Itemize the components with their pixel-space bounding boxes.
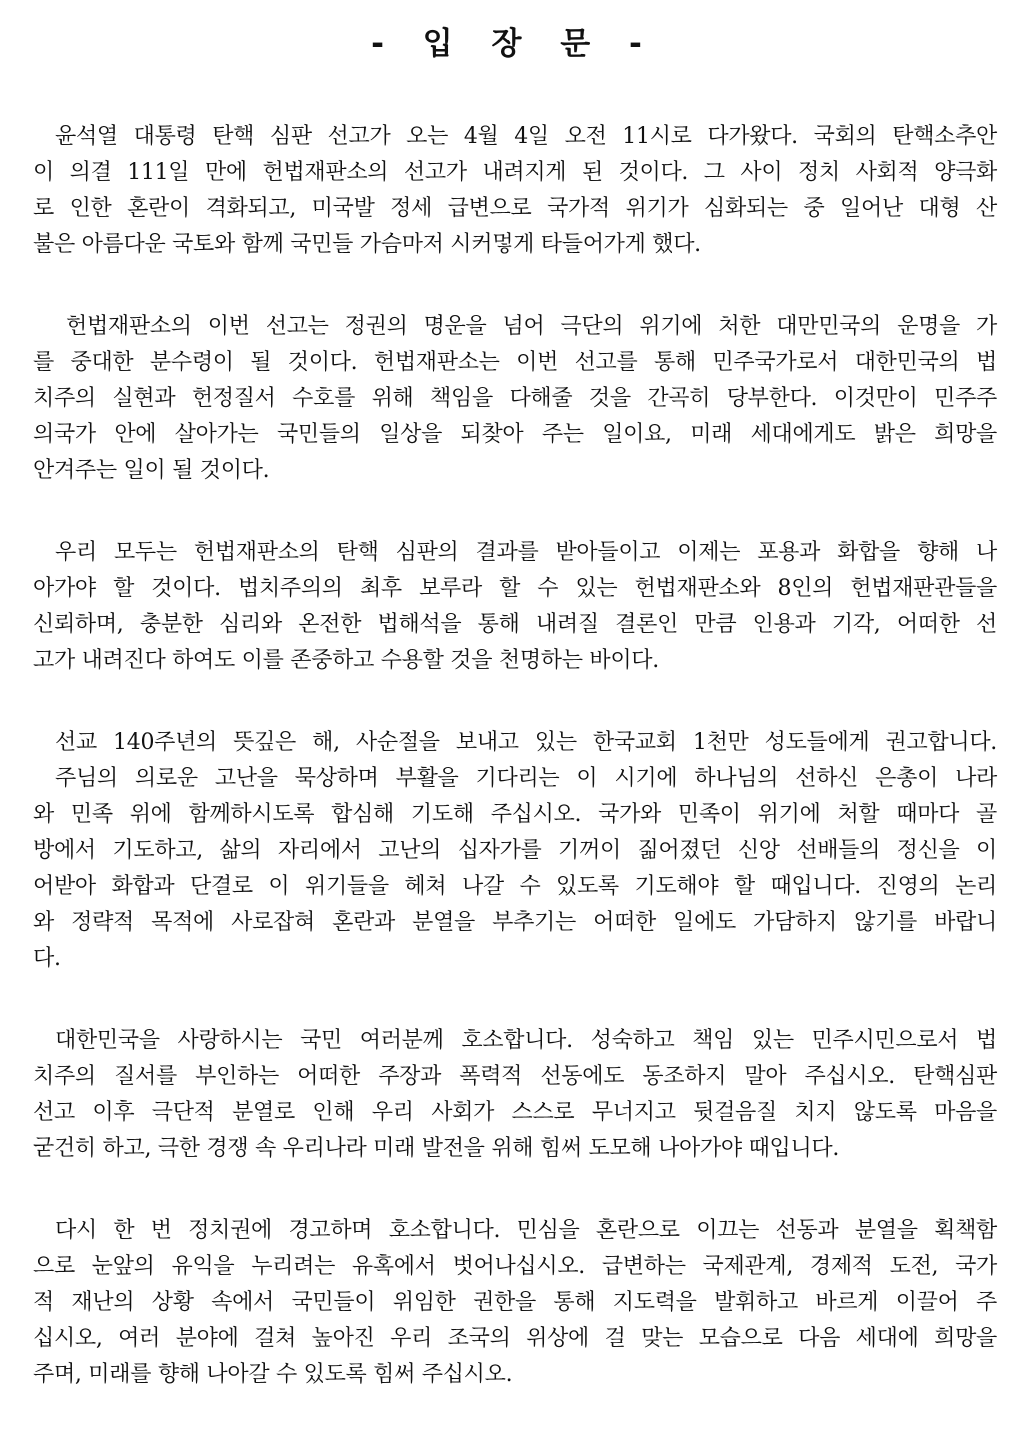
text-line: 윤석열 대통령 탄핵 심판 선고가 오는 4월 4일 오전 11시로 다가왔다. 국회의 탄핵소추안 [55, 124, 997, 149]
text-line: 헌법재판소의 이번 선고는 정권의 명운을 넘어 극단의 위기에 처한 대만민국의 운명을 가 [66, 314, 997, 339]
text-line: 적 재난의 상황 속에서 국민들이 위임한 권한을 통해 지도력을 발휘하고 바르게 이끌어 주 [33, 1290, 997, 1315]
text-line: 아가야 할 것이다. 법치주의의 최후 보루라 할 수 있는 헌법재판소와 8인의 헌법재판관들을 [33, 576, 997, 601]
paragraph-2 [33, 309, 997, 489]
text-line: 다. [33, 946, 61, 971]
document-body [33, 119, 997, 1439]
paragraph-4 [33, 725, 997, 977]
text-line: 불은 아름다운 국토와 함께 국민들 가슴마저 시커멓게 타들어가게 했다. [33, 232, 701, 257]
text-line: 와 정략적 목적에 사로잡혀 혼란과 분열을 부추기는 어떠한 일에도 가담하지 않기를 바랍니 [33, 910, 997, 935]
text-line: 로 인한 혼란이 격화되고, 미국발 정세 급변으로 국가적 위기가 심화되는 중 일어난 대형 산 [33, 196, 997, 221]
text-line: 주며, 미래를 향해 나아갈 수 있도록 힘써 주십시오. [33, 1362, 513, 1387]
text-line: 선고 이후 극단적 분열로 인해 우리 사회가 스스로 무너지고 뒷걸음질 치지 않도록 마음을 [33, 1100, 997, 1125]
text-line: 신뢰하며, 충분한 심리와 온전한 법해석을 통해 내려질 결론인 만큼 인용과 기각, 어떠한 선 [33, 612, 997, 637]
text-line: 안겨주는 일이 될 것이다. [33, 458, 270, 483]
text-line: 대한민국을 사랑하시는 국민 여러분께 호소합니다. 성숙하고 책임 있는 민주시민으로서 법 [55, 1028, 997, 1053]
paragraph-6 [33, 1213, 997, 1393]
text-line: 으로 눈앞의 유익을 누리려는 유혹에서 벗어나십시오. 급변하는 국제관계, 경제적 도전, 국가 [33, 1254, 997, 1279]
paragraph-3 [33, 535, 997, 679]
text-line: 주님의 의로운 고난을 묵상하며 부활을 기다리는 이 시기에 하나님의 선하신 은총이 나라 [55, 766, 997, 791]
text-line: 와 민족 위에 함께하시도록 합심해 기도해 주십시오. 국가와 민족이 위기에 처할 때마다 골 [33, 802, 997, 827]
text-line: 이 의결 111일 만에 헌법재판소의 선고가 내려지게 된 것이다. 그 사이 정치 사회적 양극화 [33, 160, 997, 185]
text-line: 방에서 기도하고, 삶의 자리에서 고난의 십자가를 기꺼이 짊어졌던 신앙 선배들의 정신을 이 [33, 838, 997, 863]
text-line: 굳건히 하고, 극한 경쟁 속 우리나라 미래 발전을 위해 힘써 도모해 나아가야 때입니다. [33, 1136, 840, 1161]
paragraph-5 [33, 1023, 997, 1167]
text-line: 우리 모두는 헌법재판소의 탄핵 심판의 결과를 받아들이고 이제는 포용과 화합을 향해 나 [55, 540, 997, 565]
text-line: 어받아 화합과 단결로 이 위기들을 헤쳐 나갈 수 있도록 기도해야 할 때입니다. 진영의 논리 [33, 874, 997, 899]
document-title: - 입 장 문 - [371, 26, 656, 62]
text-line: 십시오, 여러 분야에 걸쳐 높아진 우리 조국의 위상에 걸 맞는 모습으로 다음 세대에 희망을 [33, 1326, 997, 1351]
text-line: 다시 한 번 정치권에 경고하며 호소합니다. 민심을 혼란으로 이끄는 선동과 분열을 획책함 [55, 1218, 997, 1243]
paragraph-1 [33, 119, 997, 263]
text-line: 치주의 실현과 헌정질서 수호를 위해 책임을 다해줄 것을 간곡히 당부한다. 이것만이 민주주 [33, 386, 997, 411]
text-line: 고가 내려진다 하여도 이를 존중하고 수용할 것을 천명하는 바이다. [33, 648, 659, 673]
text-line: 의국가 안에 살아가는 국민들의 일상을 되찾아 주는 일이요, 미래 세대에게도 밝은 희망을 [33, 422, 997, 447]
text-line: 치주의 질서를 부인하는 어떠한 주장과 폭력적 선동에도 동조하지 말아 주십시오. 탄핵심판 [33, 1064, 997, 1089]
text-line: 선교 140주년의 뜻깊은 해, 사순절을 보내고 있는 한국교회 1천만 성도들에게 권고합니다. [55, 730, 997, 755]
text-line: 를 중대한 분수령이 될 것이다. 헌법재판소는 이번 선고를 통해 민주국가로서 대한민국의 법 [33, 350, 997, 375]
